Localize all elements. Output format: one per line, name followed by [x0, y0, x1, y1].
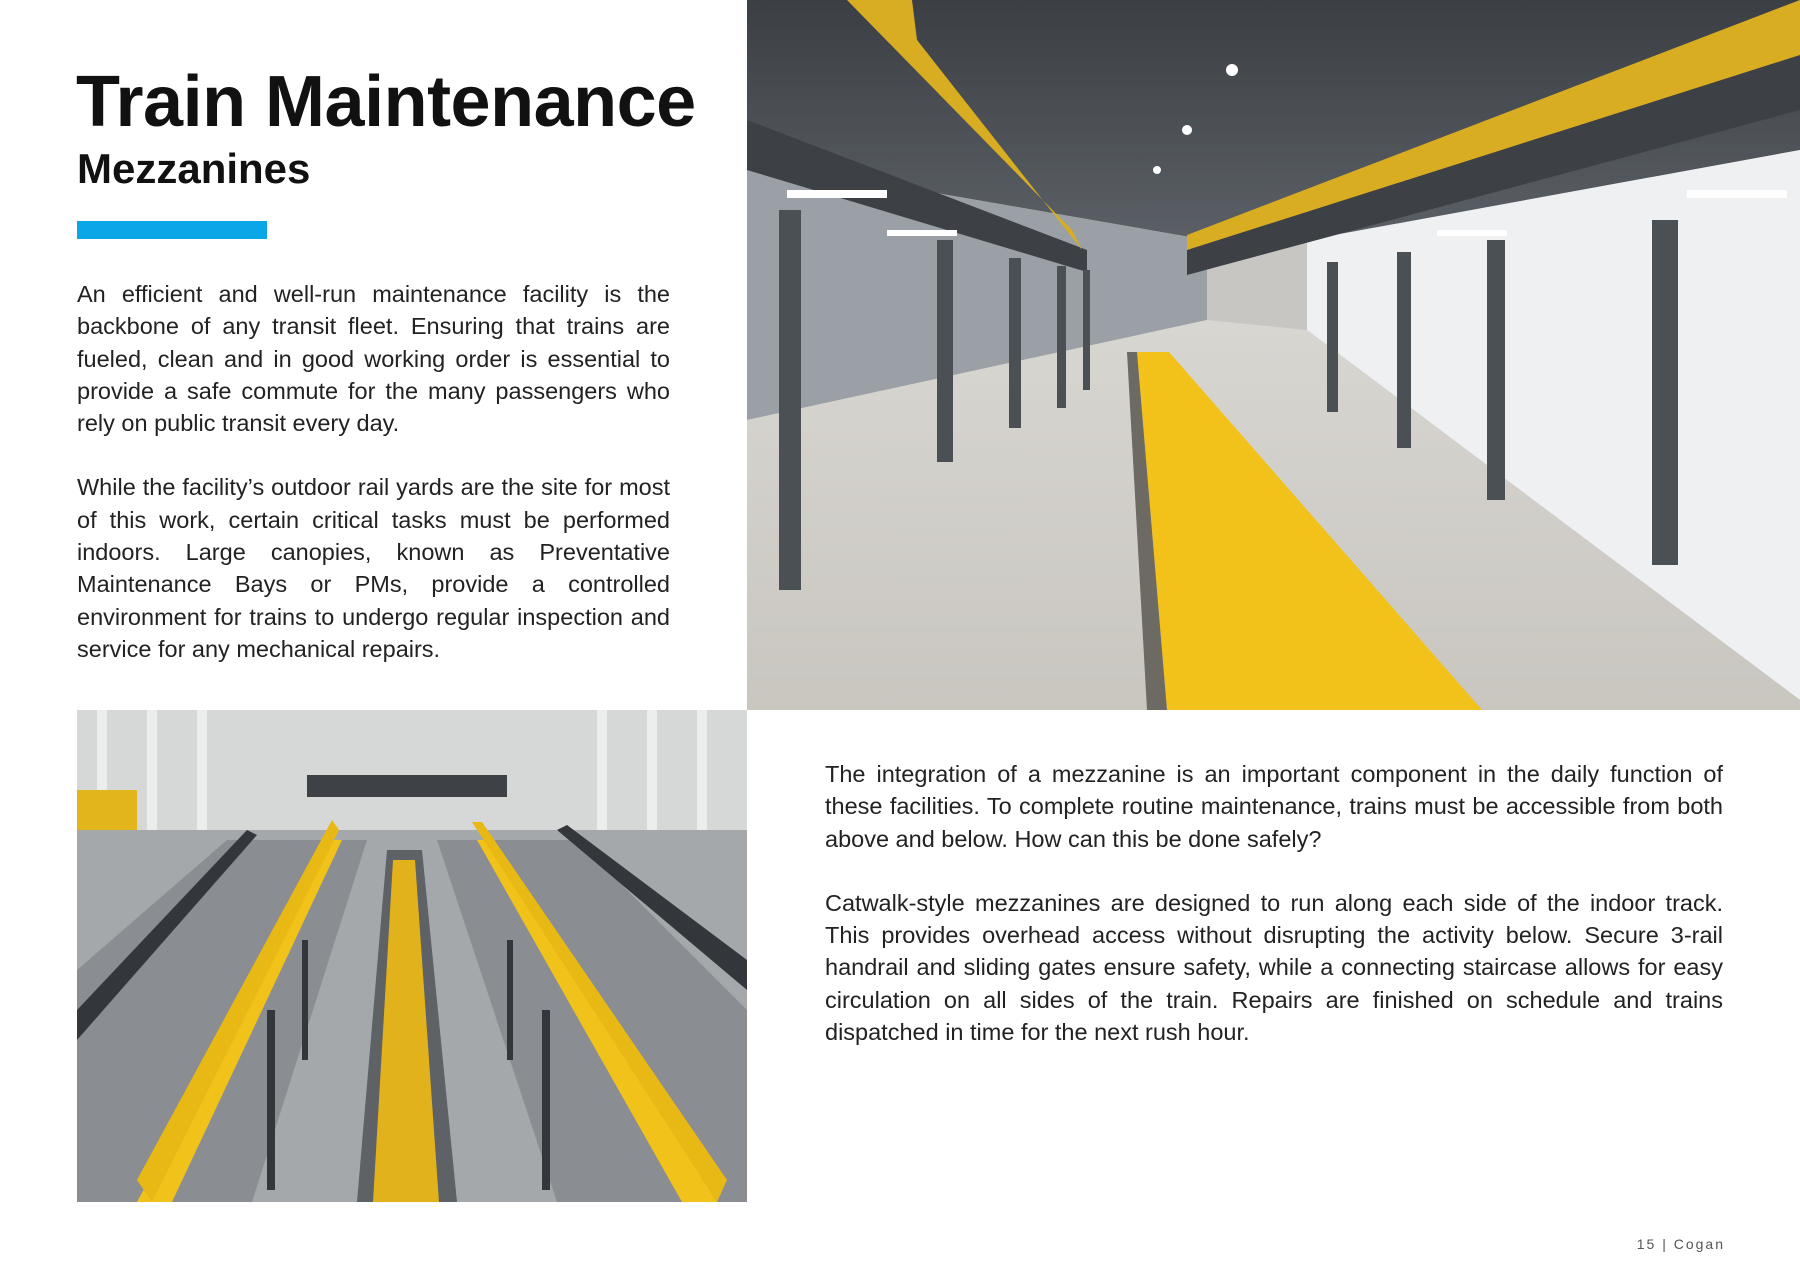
page-subtitle: Mezzanines — [77, 145, 311, 192]
accent-bar — [77, 221, 267, 239]
detail-paragraph-2: Catwalk-style mezzanines are designed to run along each side of the indoor track. This provides overhead access without disrupting the activity below. Secure 3-rail handrail and sliding gates ensure safety, while a connecting staircase allows for easy circulation on all sides of the train. Repairs are finished on schedule and trains dispatched in time for the next rush hour. — [825, 889, 1723, 1046]
intro-paragraph-2: While the facility’s outdoor rail yards are the site for most of this work, certain critical tasks must be performed indoors. Large canopies, known as Preventative Maintenance Bays or PMs, provide a controlled environment for trains to undergo regular inspection and service for any mechanical repairs. — [77, 474, 670, 662]
intro-text-column — [77, 278, 670, 697]
photo-maintenance-pit — [747, 0, 1800, 710]
page-title: Train Maintenance — [76, 62, 696, 142]
detail-text-column — [825, 758, 1723, 1080]
detail-paragraph-1: The integration of a mezzanine is an important component in the daily function of these facilities. To complete routine maintenance, trains must be accessible from both above and below. How can this be done safely? — [825, 761, 1723, 852]
intro-paragraph-1: An efficient and well-run maintenance facility is the backbone of any transit fleet. Ensuring that trains are fueled, clean and in good working order is essential to provide a safe commute for the many passengers who rely on public transit every day. — [77, 281, 670, 437]
page-footer: 15 | Cogan — [1636, 1236, 1725, 1252]
photo-catwalk-overview — [77, 710, 747, 1202]
